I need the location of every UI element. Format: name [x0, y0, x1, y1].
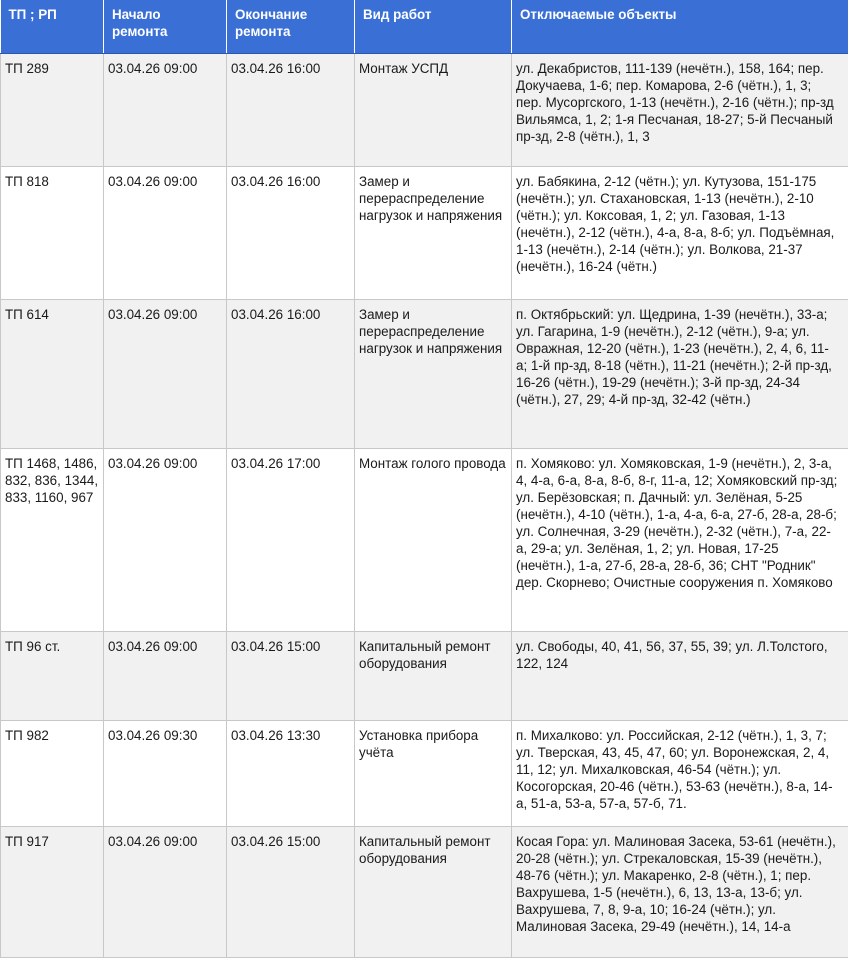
- cell-end: 03.04.26 15:00: [227, 632, 355, 721]
- table-row: [1, 300, 848, 449]
- cell-objects: ул. Бабякина, 2-12 (чётн.); ул. Кутузова, 151-175 (нечётн.); ул. Стахановская, 1-13 (нечётн.), 2-10 (чётн.); ул. Коксовая, 1, 2; ул. Газовая, 1-13 (нечётн.), 2-12 (чётн.), 4-а, 8-а, 8-б; ул. Подъёмная, 1-13 (нечётн.), 2-14 (чётн.); ул. Волкова, 21-37 (нечётн.), 16-24 (чётн.): [512, 167, 848, 300]
- column-header-work: Вид работ: [355, 0, 512, 54]
- table-row: [1, 54, 848, 167]
- table-row: [1, 449, 848, 632]
- cell-objects: п. Хомяково: ул. Хомяковская, 1-9 (нечётн.), 2, 3-а, 4, 4-а, 6-а, 8-а, 8-б, 8-г, 11-а, 12; Хомяковский пр-зд; ул. Берёзовская; п. Дачный: ул. Зелёная, 5-25 (нечётн.), 4-10 (чётн.), 1-а, 4-а, 6-а, 27-б, 28-а, 28-б; ул. Солнечная, 3-29 (нечётн.), 2-32 (чётн.), 7-а, 22-а, 29-а; ул. Зелёная, 1, 2; ул. Новая, 17-25 (нечётн.), 1-а, 27-б, 28-а, 28-б, 36; СНТ "Родник" дер. Скорнево; Очистные сооружения п. Хомяково: [512, 449, 848, 632]
- cell-tp: ТП 614: [1, 300, 104, 449]
- column-header-end: Окончание ремонта: [227, 0, 355, 54]
- cell-work: Капитальный ремонт оборудования: [355, 827, 512, 958]
- cell-work: Замер и перераспределение нагрузок и напряжения: [355, 300, 512, 449]
- column-header-start: Начало ремонта: [104, 0, 227, 54]
- cell-work: Монтаж УСПД: [355, 54, 512, 167]
- table-row: [1, 827, 848, 958]
- cell-start: 03.04.26 09:00: [104, 827, 227, 958]
- cell-end: 03.04.26 16:00: [227, 54, 355, 167]
- cell-tp: ТП 982: [1, 721, 104, 827]
- cell-tp: ТП 1468, 1486, 832, 836, 1344, 833, 1160, 967: [1, 449, 104, 632]
- cell-objects: п. Михалково: ул. Российская, 2-12 (чётн.), 1, 3, 7; ул. Тверская, 43, 45, 47, 60; ул. Воронежская, 2, 4, 11, 12; ул. Михалковская, 46-54 (чётн.); ул. Косогорская, 20-46 (чётн.), 53-63 (нечётн.), 8-а, 14-а, 51-а, 53-а, 57-а, 57-б, 71.: [512, 721, 848, 827]
- cell-start: 03.04.26 09:00: [104, 167, 227, 300]
- cell-objects: ул. Свободы, 40, 41, 56, 37, 55, 39; ул. Л.Толстого, 122, 124: [512, 632, 848, 721]
- table-row: [1, 167, 848, 300]
- cell-end: 03.04.26 17:00: [227, 449, 355, 632]
- table-body: [1, 54, 848, 958]
- cell-objects: ул. Декабристов, 111-139 (нечётн.), 158, 164; пер. Докучаева, 1-6; пер. Комарова, 2-6 (чётн.), 1, 3; пер. Мусоргского, 1-13 (нечётн.), 2-16 (чётн.); пр-зд Вильямса, 1, 2; 1-я Песчаная, 18-27; 5-й Песчаный пр-зд, 2-8 (чётн.), 1, 3: [512, 54, 848, 167]
- cell-start: 03.04.26 09:00: [104, 632, 227, 721]
- cell-objects: Косая Гора: ул. Малиновая Засека, 53-61 (нечётн.), 20-28 (чётн.); ул. Стрекаловская, 15-39 (нечётн.), 48-76 (чётн.); ул. Макаренко, 2-8 (чётн.), 1; пер. Вахрушева, 1-5 (нечётн.), 6, 13, 13-а, 13-б; ул. Вахрушева, 7, 8, 9-а, 10; 16-24 (чётн.); ул. Малиновая Засека, 29-49 (нечётн.), 14, 14-а: [512, 827, 848, 958]
- table-row: [1, 632, 848, 721]
- cell-work: Замер и перераспределение нагрузок и напряжения: [355, 167, 512, 300]
- table-row: [1, 721, 848, 827]
- column-header-tp: ТП ; РП: [1, 0, 104, 54]
- cell-start: 03.04.26 09:00: [104, 449, 227, 632]
- cell-work: Установка прибора учёта: [355, 721, 512, 827]
- header-row: [1, 0, 848, 54]
- cell-end: 03.04.26 13:30: [227, 721, 355, 827]
- cell-start: 03.04.26 09:00: [104, 54, 227, 167]
- cell-objects: п. Октябрьский: ул. Щедрина, 1-39 (нечётн.), 33-а; ул. Гагарина, 1-9 (нечётн.), 2-12 (чётн.), 9-а; ул. Овражная, 12-20 (чётн.), 1-23 (нечётн.), 2, 4, 6, 11-а; 1-й пр-зд, 8-18 (чётн.), 11-21 (нечётн.); 2-й пр-зд, 16-26 (чётн.), 19-29 (нечётн.); 3-й пр-зд, 24-34 (чётн.), 27, 29; 4-й пр-зд, 32-42 (чётн.): [512, 300, 848, 449]
- cell-work: Монтаж голого провода: [355, 449, 512, 632]
- cell-start: 03.04.26 09:00: [104, 300, 227, 449]
- cell-work: Капитальный ремонт оборудования: [355, 632, 512, 721]
- cell-end: 03.04.26 16:00: [227, 167, 355, 300]
- cell-start: 03.04.26 09:30: [104, 721, 227, 827]
- cell-tp: ТП 289: [1, 54, 104, 167]
- cell-end: 03.04.26 16:00: [227, 300, 355, 449]
- cell-tp: ТП 96 ст.: [1, 632, 104, 721]
- cell-end: 03.04.26 15:00: [227, 827, 355, 958]
- column-header-objects: Отключаемые объекты: [512, 0, 848, 54]
- cell-tp: ТП 818: [1, 167, 104, 300]
- cell-tp: ТП 917: [1, 827, 104, 958]
- table-header: [1, 0, 848, 54]
